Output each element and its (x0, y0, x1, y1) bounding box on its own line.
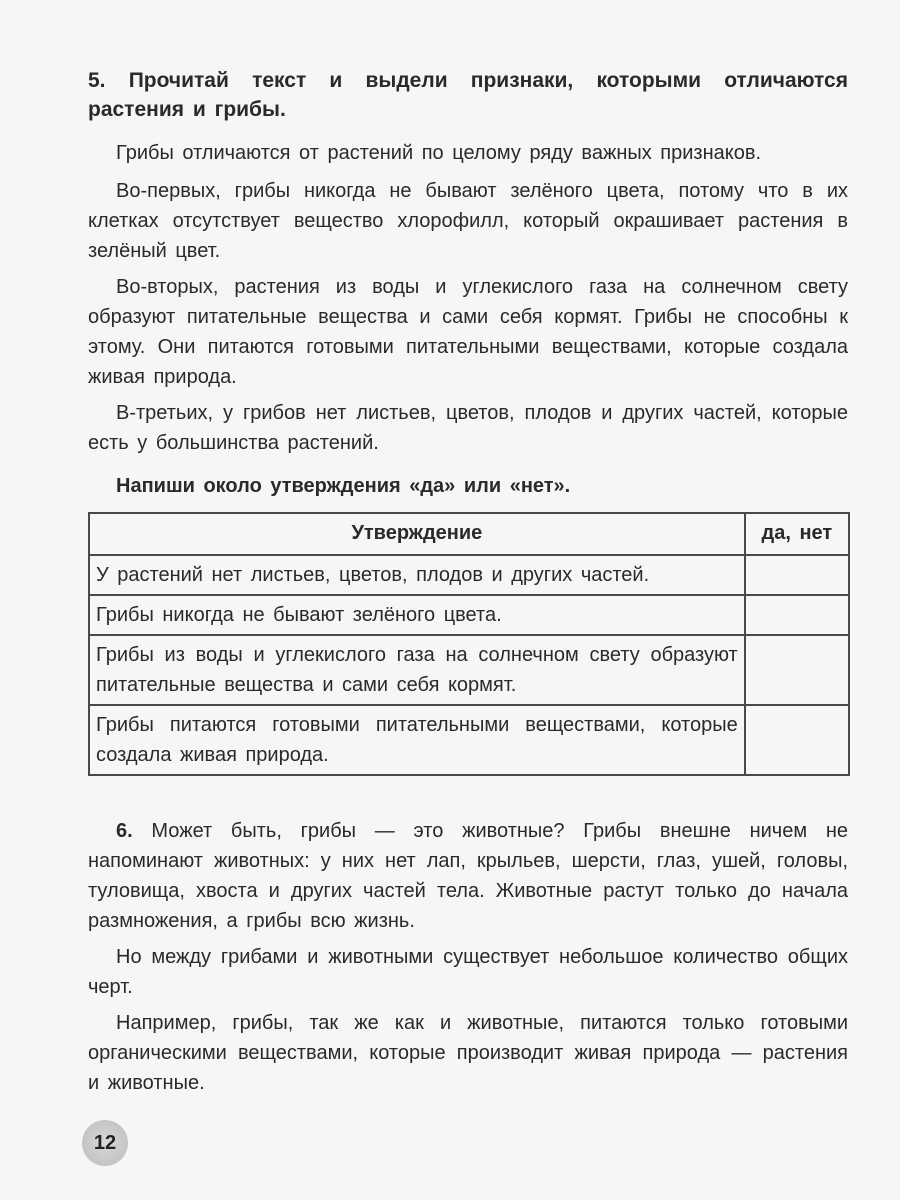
header-statement: Утверждение (89, 513, 745, 555)
table-row (89, 705, 849, 775)
statement-cell: У растений нет листьев, цветов, плодов и других частей. (89, 555, 745, 595)
answer-cell[interactable] (745, 595, 849, 635)
page-number-badge (82, 1120, 128, 1166)
statement-cell: Грибы никогда не бывают зелёного цвета. (89, 595, 745, 635)
task-5-title: 5. Прочитай текст и выдели признаки, которыми отличаются растения и грибы. (88, 69, 848, 121)
table-row (89, 635, 849, 705)
task-6-paragraph: Например, грибы, так же как и животные, питаются только готовыми органическими веществами, которые производит живая природа — растения и животные. (88, 1012, 848, 1094)
task-6-text: Может быть, грибы — это животные? Грибы внешне ничем не напоминают животных: у них нет лап, крыльев, шерсти, глаз, ушей, головы, туловища, хвоста и других частей тела. Животные растут только до начала размножения, а грибы всю жизнь. (88, 820, 848, 932)
page-number: 12 (93, 1131, 117, 1154)
answer-cell[interactable] (745, 705, 849, 775)
task-6-paragraph: Но между грибами и животными существует небольшое количество общих черт. (88, 946, 848, 998)
task-5-paragraph: В-третьих, у грибов нет листьев, цветов, плодов и других частей, которые есть у большинства растений. (88, 402, 848, 454)
statement-cell: Грибы из воды и углекислого газа на солнечном свету образуют питательные вещества и сами себя кормят. (89, 635, 745, 705)
task-5-instruction: Напиши около утверждения «да» или «нет». (116, 475, 571, 497)
header-answer: да, нет (745, 513, 849, 555)
page-content (88, 66, 848, 1104)
task-6-section (88, 816, 848, 1098)
task-6-number: 6. (116, 820, 133, 842)
table-row (89, 595, 849, 635)
answer-cell[interactable] (745, 555, 849, 595)
table-header-row (89, 513, 849, 555)
statement-cell: Грибы питаются готовыми питательными веществами, которые создала живая природа. (89, 705, 745, 775)
task-5-paragraph: Во-первых, грибы никогда не бывают зелёного цвета, потому что в их клетках отсутствует вещество хлорофилл, который окрашивает растения в зелёный цвет. (88, 180, 848, 262)
task-5-paragraph: Грибы отличаются от растений по целому ряду важных признаков. (116, 142, 762, 164)
task-5-paragraph: Во-вторых, растения из воды и углекислого газа на солнечном свету образуют питательные вещества и сами себя кормят. Грибы не способны к этому. Они питаются готовыми питательными веществами, которые создала живая природа. (88, 276, 848, 388)
answer-cell[interactable] (745, 635, 849, 705)
task-6-paragraph (88, 816, 848, 936)
table-row (89, 555, 849, 595)
statements-table (88, 512, 850, 776)
